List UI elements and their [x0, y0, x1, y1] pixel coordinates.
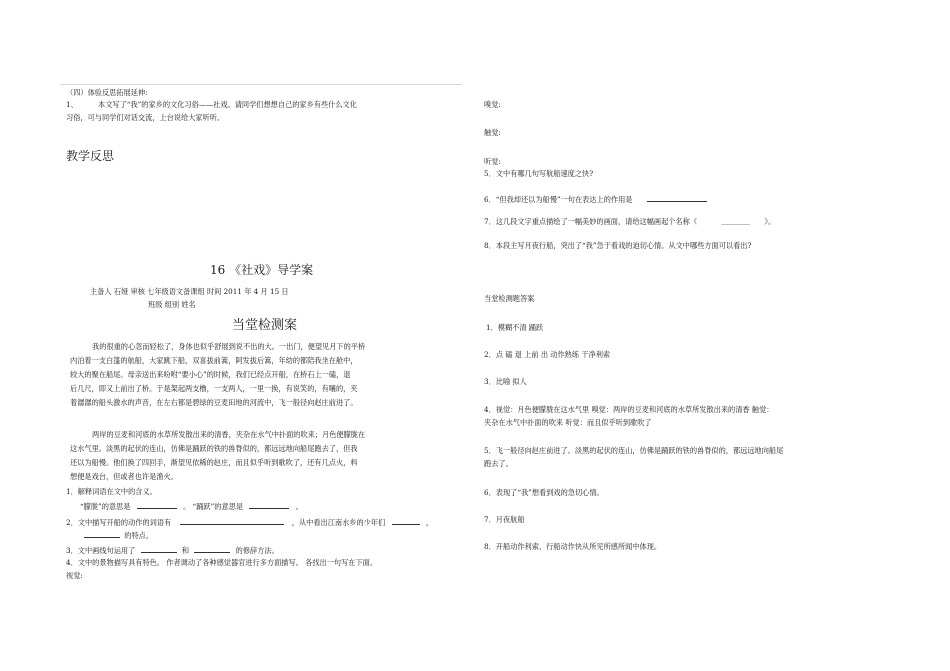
answer-5-line1: 5．飞一般径向赵庄前进了。淡黑的起伏的连山，仿佛是踊跃的铁的兽脊似的，都远远地向船尾 — [484, 446, 784, 455]
lesson-title: 16 《社戏》导学案 — [210, 263, 314, 277]
passage-line: 两岸的豆麦和河底的水草所发散出来的清香，夹杂在水气中扑面的吹来；月色便朦胧在 — [92, 430, 366, 439]
meta-line-1: 主备人 石娅 审核 七年级语文备课组 时间 2011 年 4 月 15 日 — [90, 287, 289, 296]
q2-middle: ，从中看出江南水乡的少年们 — [291, 518, 386, 527]
q6-prefix: 6．“但我却还以为船慢”一句在表达上的作用是 — [484, 195, 633, 204]
answers-heading: 当堂检测题答案 — [484, 294, 535, 303]
question-1: 1．解释词语在文中的含义。 — [66, 487, 157, 496]
smell-label: 嗅觉: — [484, 100, 501, 109]
question-4: 4．文中的景物描写具有特色。 作者调动了各种感觉器官进行多方面描写。 各找出一句写在下面。 — [66, 558, 378, 567]
passage-line: 还以为船慢。他们换了四回手，渐望见依稀的赵庄，而且似乎听到歌吹了，还有几点火，料 — [70, 458, 358, 467]
reflection-heading: 教学反思 — [66, 149, 115, 163]
section4-heading: （四）体验反思拓展延伸: — [66, 88, 148, 97]
meta-line-2: 班级 组别 姓名 — [148, 300, 196, 309]
answer-4-line1: 4．视觉：月色便朦胧在这水气里 嗅觉：两岸的豆麦和河底的水草所发散出来的清香 触觉： — [484, 405, 774, 414]
answer-blank — [141, 544, 177, 553]
answer-3: 3．比喻 拟人 — [484, 377, 527, 386]
q3-prefix: 3．文中画线句运用了 — [66, 546, 136, 555]
passage-line: 内泊着一支白篷的航船，大家跳下船，双喜拔前篙，阿发拔后篙，年幼的都陪我坐在舱中， — [70, 356, 358, 365]
passage-line: 我的很重的心忽而轻松了，身体也似乎舒展到说不出的大。一出门，便望见月下的平桥 — [92, 342, 366, 351]
q2-cont: 的特点。 — [124, 531, 154, 540]
answer-8: 8．开船动作利索、行船动作快从所见所感所闻中体现。 — [484, 542, 662, 551]
answer-blank — [392, 516, 420, 525]
q1a-middle: 。 “踊跃”的意思是 — [183, 502, 244, 511]
answer-4-line2: 夹杂在水气中扑面的吹来 听觉：而且似乎听到歌吹了 — [484, 418, 652, 427]
question-6 — [484, 193, 707, 205]
question-8: 8．本段主写月夜行船，突出了“我”急于看戏的迫切心情。从文中哪些方面可以看出? — [484, 241, 752, 250]
answer-blank — [249, 500, 289, 509]
section4-q1-line2: 习俗，可与同学们对话交流，上台说给大家听听。 — [66, 113, 225, 122]
quiz-heading: 当堂检测案 — [232, 318, 298, 333]
section4-q1-line1: 本文写了“我”的家乡的文化习俗——社戏。请同学们想想自己的家乡有些什么文化 — [98, 100, 357, 109]
passage-line: 着潺潺的船头激水的声音，在左右都是碧绿的豆麦田地的河流中，飞一般径向赵庄前进了。 — [70, 398, 358, 407]
q3-middle: 和 — [181, 546, 190, 555]
passage-line: 较大的聚在船尾。母亲送出来吩咐“要小心”的时候，我们已经点开船，在桥石上一磕，退 — [70, 370, 351, 379]
answer-blank — [180, 516, 284, 525]
q2-prefix: 2．文中描写开船的动作的词语有 — [66, 518, 172, 527]
question-3 — [66, 544, 279, 556]
passage-line: 想便是戏台，但或者也许是渔火。 — [70, 472, 178, 481]
q2-end: ， — [425, 518, 434, 527]
answer-blank — [137, 500, 177, 509]
answer-2: 2．点 磕 退 上前 出 动作熟练 干净利索 — [484, 350, 611, 359]
answer-blank — [84, 529, 120, 538]
q3-end: 的修辞方法。 — [235, 546, 279, 555]
question-1a — [80, 500, 303, 512]
touch-label: 触觉: — [484, 128, 501, 137]
question-5: 5．文中有哪几句写航船速度之快? — [484, 169, 594, 178]
passage-line: 这水气里。淡黑的起伏的连山，仿佛是踊跃的铁的兽脊似的，都远远地向船尾跑去了，但我 — [70, 444, 358, 453]
q7-end: 》。 — [764, 217, 776, 226]
answer-7: 7．月夜航船 — [484, 515, 525, 524]
passage-line: 后几尺，即又上前出了桥。于是架起两支橹，一支两人，一里一换，有说笑的，有嚷的，夹 — [70, 384, 358, 393]
q7-prefix: 7．这几段文字重点描绘了一幅美妙的画面，请给这幅画起个名称《 — [484, 217, 698, 226]
q1a-end: 。 — [295, 502, 303, 511]
answer-1: 1．模糊不清 踊跃 — [486, 323, 544, 332]
answer-blank — [194, 544, 230, 553]
question-2 — [66, 516, 433, 528]
answer-5-line2: 跑去了。 — [484, 459, 513, 468]
vision-label: 视觉: — [66, 571, 83, 580]
q7-blank: ＿＿＿＿ — [721, 217, 751, 226]
section4-q1-number: 1、 — [66, 100, 78, 109]
hearing-label: 听觉: — [484, 157, 501, 166]
top-divider — [60, 84, 462, 85]
question-7 — [484, 217, 775, 227]
question-2-cont — [84, 529, 153, 541]
answer-blank — [647, 193, 707, 202]
q1a-prefix: “朦胧”的意思是 — [80, 502, 131, 511]
answer-6: 6．表现了“我”想看到戏的急切心情。 — [484, 488, 604, 497]
